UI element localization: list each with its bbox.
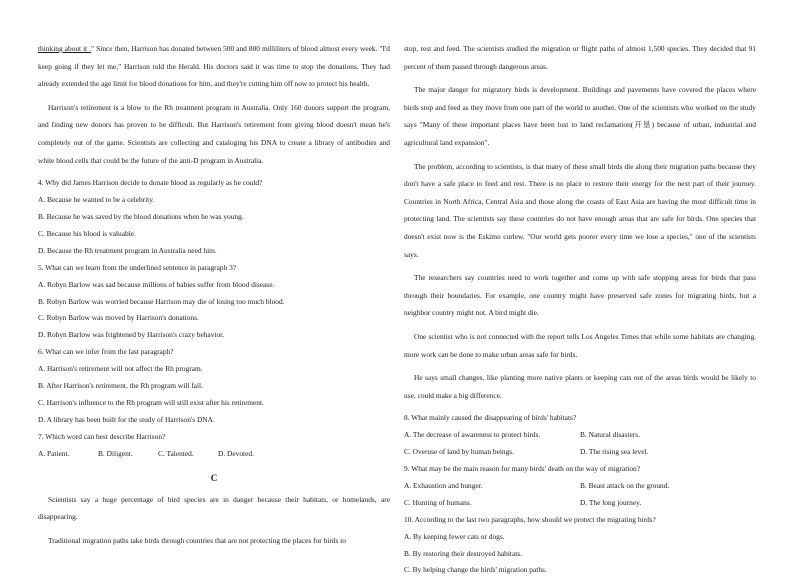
passage-c-paragraph-5: The researchers say countries need to work together and come up with safe stopping areas for birds that pass through their boundaries. For example, one country might have preserved safe zones for migrating birds, but a neighbor country might not. A bird might die. — [404, 273, 756, 318]
q9-options-row-1 — [404, 478, 756, 495]
q7-option-c: C. Talented. — [158, 448, 194, 458]
q6-option-b: B. After Harrison's retirement, the Rh program will fail. — [38, 381, 203, 391]
question-9: 9. What may be the main reason for many birds' death on the way of migration? — [404, 464, 640, 473]
question-5: 5. What can we learn from the underlined sentence in paragraph 3? — [38, 262, 237, 272]
right-column — [404, 40, 756, 579]
q5-option-a: A. Robyn Barlow was sad because millions of babies suffer from blood disease. — [38, 279, 275, 289]
q7-options — [38, 446, 390, 463]
q8-option-a: A. The decrease of awareness to protect birds. — [404, 430, 541, 440]
q5-option-d: D. Robyn Barlow was frightened by Harrison's crazy behavior. — [38, 330, 225, 340]
q10-option-c: C. By helping change the birds' migration paths. — [404, 565, 547, 575]
question-4: 4. Why did James Harrison decide to donate blood as regularly as he could? — [38, 178, 263, 188]
q7-option-b: B. Diligent. — [98, 448, 133, 458]
q10-option-a: A. By keeping fewer cats or dogs. — [404, 531, 505, 541]
q7-option-a: A. Patient. — [38, 448, 70, 458]
q9-option-d: D. The long journey. — [580, 497, 642, 507]
q8-options-row-1 — [404, 427, 756, 444]
q6-option-a: A. Harrison's retirement will not affect the Rh program. — [38, 364, 203, 374]
q4-option-c: C. Because his blood is valuable. — [38, 228, 136, 238]
q5-option-b: B. Robyn Barlow was worried because Harrison may die of losing too much blood. — [38, 296, 285, 306]
passage-c-paragraph-7: He says small changes, like planting more native plants or keeping cats out of the areas birds would be likely to use, could make a big difference. — [404, 373, 756, 400]
passage-c-paragraph-2-cont: stop, rest and feed. The scientists studied the migration or flight paths of almost 1,500 species. They decided that 91 percent of them passed through dangerous areas. — [404, 44, 756, 71]
q8-options-row-2 — [404, 444, 756, 461]
q4-option-d: D. Because the Rh treatment program in Australia need him. — [38, 245, 217, 255]
q4-option-a: A. Because he wanted to be a celebrity. — [38, 195, 155, 205]
passage-c-paragraph-3: The major danger for migratory birds is development. Buildings and pavements have covered the places where birds stop and feed as they move from one part of the world to another. One of the scientists who worked on the study says "Many of these important places have been lost to land reclamation(开垦) because of urban, industrial and agricultural land expansion". — [404, 85, 756, 147]
section-c-heading: C — [210, 472, 218, 483]
q9-option-a: A. Exhaustion and hunger. — [404, 480, 483, 490]
passage-c-paragraph-2: Traditional migration paths take birds through countries that are not protecting the places for birds to — [48, 535, 346, 545]
underlined-sentence: thinking about it . — [38, 44, 92, 53]
q8-option-b: B. Natural disasters. — [580, 430, 640, 440]
q5-option-c: C. Robyn Barlow was moved by Harrison's donations. — [38, 313, 199, 323]
passage-c-paragraph-6: One scientist who is not connected with the report tells Los Angeles Times that while some habitats are changing, more work can be done to make urban areas safe for birds. — [404, 331, 756, 359]
question-6: 6. What can we infer from the last paragraph? — [38, 347, 174, 357]
passage-c-paragraph-4: The problem, according to scientists, is that many of these small birds die along their migration paths because they don't have a safe place to feed and rest. There is no place to restore their energy for the next part of their journey. Countries in North Africa, Central Asia and those along the coasts of East Asia are having the most difficult time in protecting land. The scientists say these countries do not have enough areas that are safe for birds. One species that doesn't exist now is the Eskimo curlew. "Our world gets poorer every time we lose a species," one of the scientists says. — [404, 161, 756, 259]
q8-option-c: C. Overuse of land by human beings. — [404, 447, 515, 457]
question-8: 8. What mainly caused the disappearing of birds' habitats? — [404, 413, 577, 423]
passage-c-paragraph-1: Scientists say a huge percentage of bird species are in danger because their habitats, or homelands, are disappearing. — [38, 494, 390, 522]
q8-option-d: D. The rising sea level. — [580, 447, 649, 457]
q6-option-c: C. Harrison's influence to the Rh program will still exist after his retirement. — [38, 397, 264, 407]
q4-option-b: B. Because he was saved by the blood donations when he was young. — [38, 211, 244, 221]
q9-option-c: C. Hunting of humans. — [404, 497, 472, 507]
q10-option-b: B. By restoring their destroyed habitats. — [404, 548, 523, 558]
q7-option-d: D. Devoted. — [218, 448, 254, 458]
left-column — [38, 40, 390, 555]
q6-option-d: D. A library has been built for the study of Harrison's DNA. — [38, 414, 215, 424]
question-7: 7. Which word can best describe Harrison? — [38, 431, 166, 441]
passage-b-last-paragraph: Harrison's retirement is a blow to the Rh treatment program in Australia. Only 160 donors support the program, and finding new donors has proven to be difficult. But Harrison's retirement from giving blood doesn't mean he's completely out of the game. Scientists are collecting and cataloging his DNA to create a library of antibodies and white blood cells that could be the future of the anti-D program in Australia. — [38, 102, 390, 165]
question-10: 10. According to the last two paragraphs, how should we protect the migrating birds? — [404, 514, 656, 524]
q9-options-row-2 — [404, 495, 756, 512]
passage-b-paragraph: thinking about it ." Since then, Harrison has donated between 500 and 800 milliliters of blood almost every week. "I'd keep going if they let me," Harrison told the Herald. His doctors said it was time to stop the donations. They had already extended the age limit for blood donations for him, and they're cutting him off now to protect his health. — [38, 44, 390, 89]
q9-option-b: B. Beast attack on the ground. — [580, 480, 670, 490]
